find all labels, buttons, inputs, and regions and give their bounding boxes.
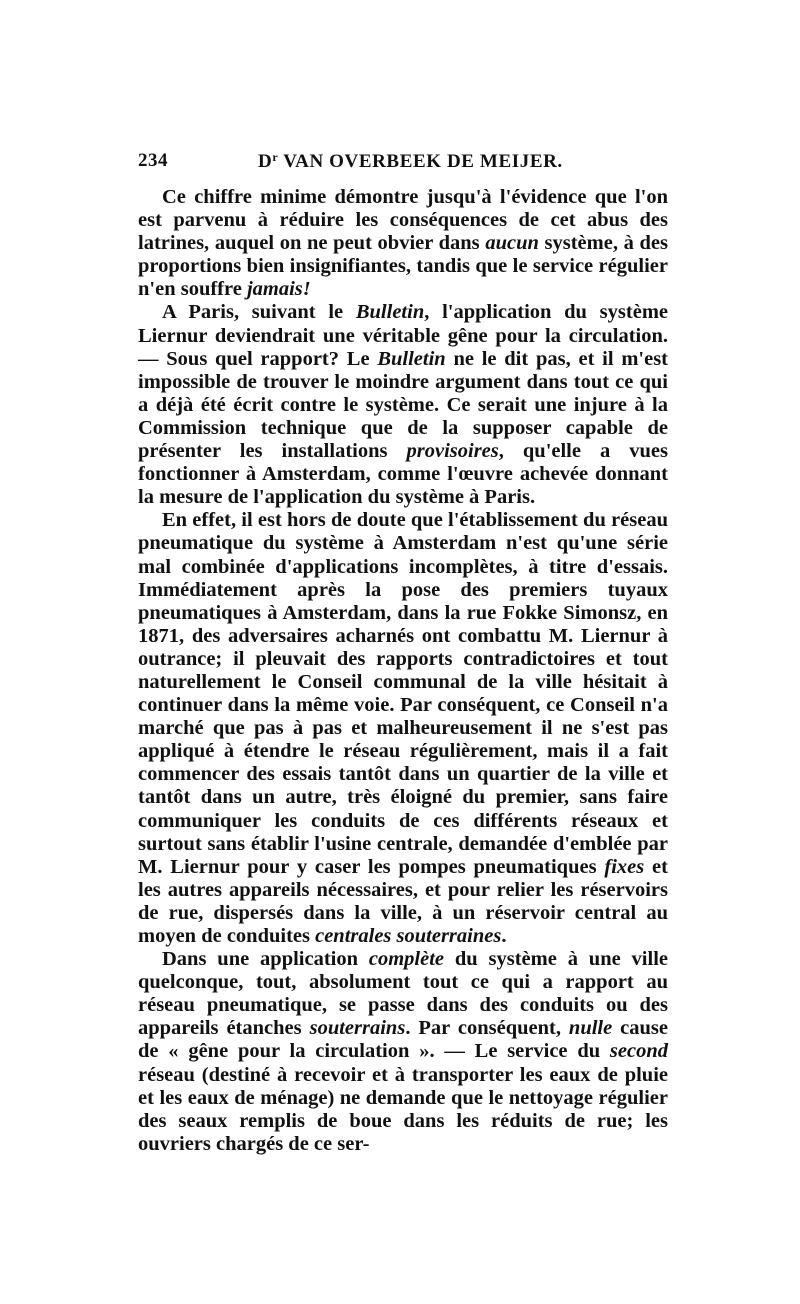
text-run: . xyxy=(501,925,507,947)
paragraph xyxy=(138,948,668,1156)
italic-text: nulle xyxy=(568,1017,613,1040)
text-run: En effet, il est hors de doute que l'établissement du réseau pneumatique du système à Amsterdam n'est qu'une série mal combinée d'applications incomplètes, à titre d'essais. Immédiatement après la pose des premiers tuyaux pneumatiques à Amsterdam, dans la rue Fokke Simonsz, en 1871, des adversaires acharnés ont combattu M. Liernur à outrance; il pleuvait des rapports contradictoires et tout naturellement le Conseil communal de la ville hésitait à continuer dans la même voie. Par conséquent, ce Conseil n'a marché que pas à pas et malheureusement il ne s'est pas appliqué à étendre le réseau régulièrement, mais il a fait commencer des essais tantôt dans un quartier de la ville et tantôt dans un autre, très éloigné du premier, sans faire communiquer les conduits de ces différents réseaux et surtout sans établir l'usine centrale, demandée d'emblée par M. Liernur pour y caser les pompes pneumatiques xyxy=(138,509,668,878)
italic-text: second xyxy=(609,1040,668,1063)
text-run: , qu'elle a vues fonctionner à Amsterdam, comme l'œuvre achevée donnant la mesure de l'application du système à Paris. xyxy=(138,440,668,509)
text-run: ne le dit pas, et il m'est impossible de trouver le moindre argument dans tout ce qui a déjà été écrit contre le système. Ce serait une injure à la Commission technique que de la supposer capable de présenter les installations xyxy=(138,347,668,463)
text-run: cause de « gêne pour la circulation ». — Le service du xyxy=(138,1017,669,1063)
text-run: A Paris, suivant le xyxy=(162,301,356,324)
italic-text: centrales souterraines xyxy=(315,925,502,947)
paragraph xyxy=(138,186,668,301)
italic-text: jamais! xyxy=(246,278,311,301)
text-run: Dans une application xyxy=(162,948,369,971)
italic-text: provisoires xyxy=(406,440,499,463)
paragraph xyxy=(138,301,668,509)
italic-text: Bulletin xyxy=(355,301,425,324)
text-run: Ce chiffre minime démontre jusqu'à l'évidence que l'on est parvenu à réduire les conséquences de cet abus des latrines, auquel on ne peut obvier dans xyxy=(138,186,668,255)
author-prefix: D xyxy=(258,151,273,172)
author-name: VAN OVERBEEK DE MEIJER. xyxy=(278,151,563,172)
italic-text: souterrains xyxy=(309,1017,406,1040)
italic-text: complète xyxy=(368,948,445,971)
body-text xyxy=(138,186,668,1156)
text-run: et les autres appareils nécessaires, et pour relier les réservoirs de rue, dispersés dans la ville, à un réservoir central au moyen de conduites xyxy=(138,855,668,947)
paragraph xyxy=(138,509,668,948)
text-run: réseau (destiné à recevoir et à transporter les eaux de pluie et les eaux de ménage) ne demande que le nettoyage régulier des seaux remplis de boue dans les réduits de rue; les ouvriers chargés de ce ser- xyxy=(138,1063,668,1155)
author-title-superscript: r xyxy=(272,150,279,164)
running-head xyxy=(258,150,563,173)
text-run: . Par conséquent, xyxy=(405,1017,569,1040)
italic-text: Bulletin xyxy=(377,347,446,370)
text-run: du système à une ville quelconque, tout, absolument tout ce qui a rapport au réseau pneumatique, se passe dans des conduits ou des appareils étanches xyxy=(138,948,668,1040)
italic-text: fixes xyxy=(604,855,645,878)
text-run: , l'application du système Liernur deviendrait une véritable gêne pour la circulation. — Sous quel rapport? Le xyxy=(138,301,668,370)
text-run: système, à des proportions bien insignifiantes, tandis que le service régulier n'en souffre xyxy=(138,232,668,301)
page-header xyxy=(138,150,666,178)
page-number: 234 xyxy=(138,150,168,171)
italic-text: aucun xyxy=(485,232,539,255)
